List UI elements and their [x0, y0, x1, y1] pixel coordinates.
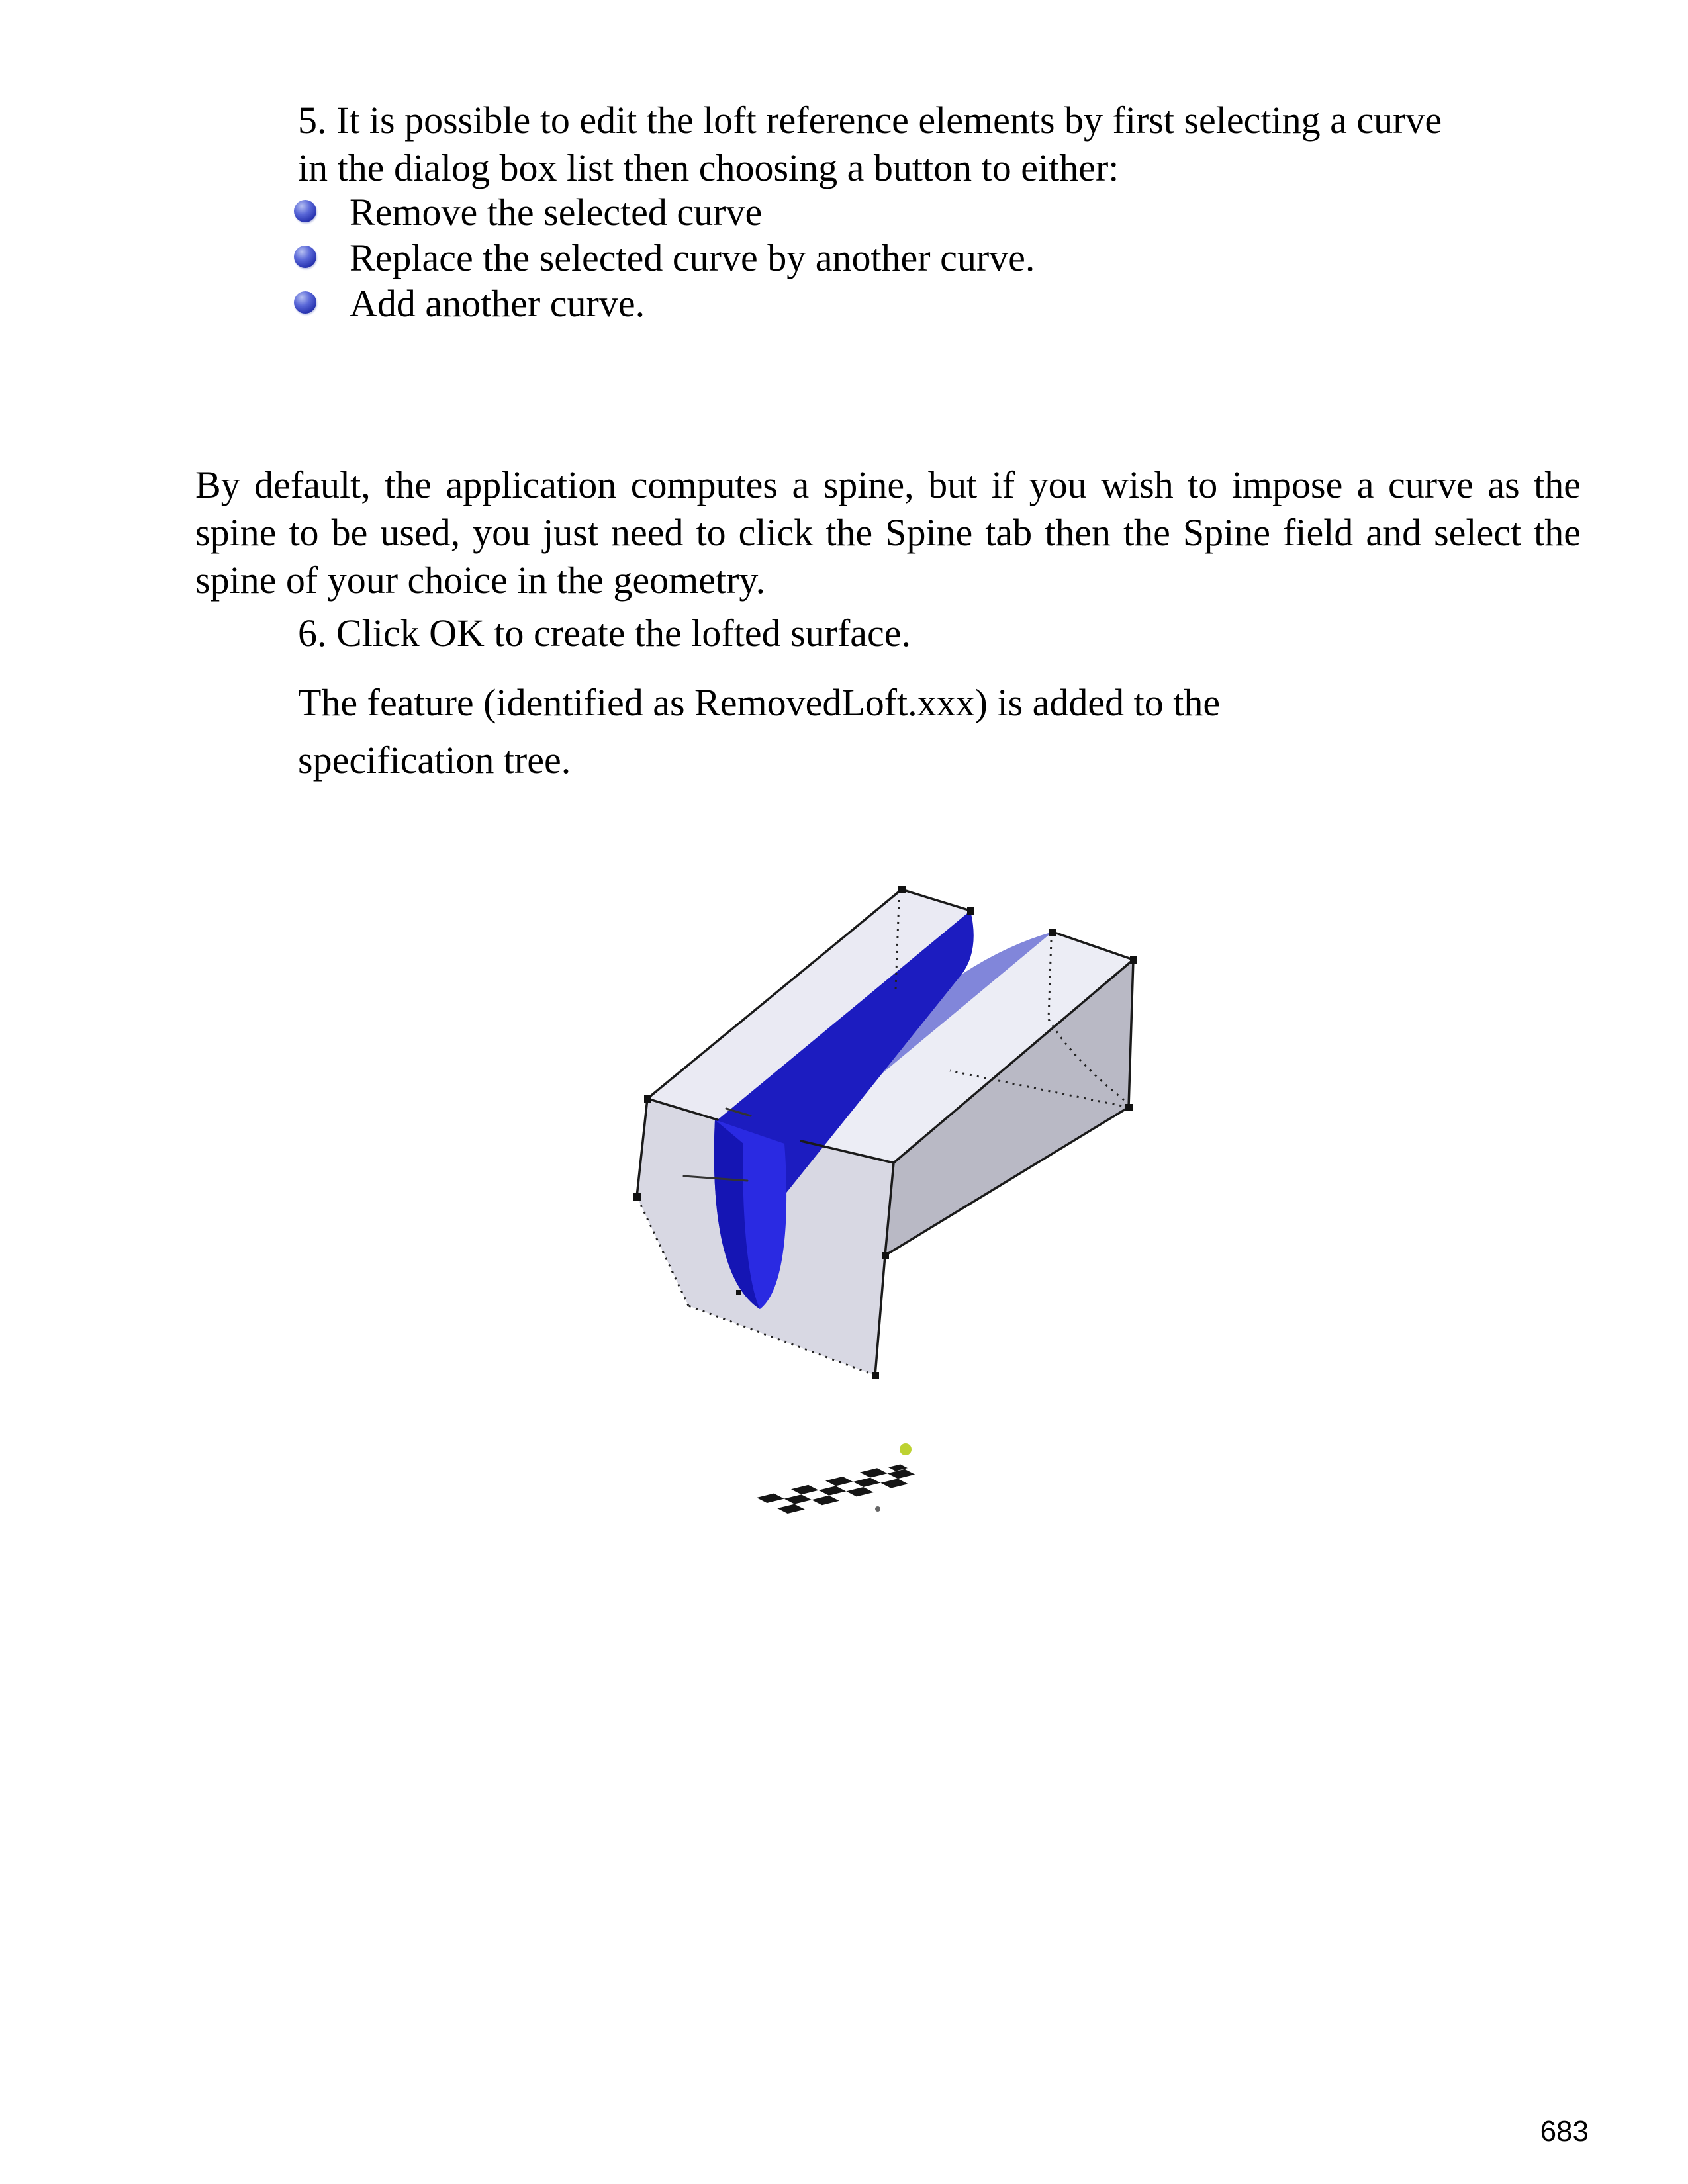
blue-ball-bullet-icon	[294, 246, 316, 268]
paragraph-line: spine to be used, you just need to click the Spine tab then the Spine field and select the	[195, 511, 1581, 554]
paragraph-line: spine of your choice in the geometry.	[195, 559, 766, 602]
bullet-label: Replace the selected curve by another curve.	[350, 236, 1035, 279]
flag-pole-tip	[900, 1443, 912, 1455]
removed-loft-3d-figure	[616, 860, 1152, 1416]
step6-line: 6. Click OK to create the lofted surface.	[298, 612, 912, 655]
bullet-item	[294, 236, 1035, 279]
cad-block-illustration	[616, 860, 1152, 1416]
step5-line1: 5. It is possible to edit the loft reference elements by first selecting a curve	[298, 99, 1442, 142]
feature-note-line2: specification tree.	[298, 739, 571, 782]
blue-ball-bullet-icon	[294, 291, 316, 314]
bullet-item	[294, 282, 645, 325]
blue-ball-bullet-icon	[294, 200, 316, 222]
bullet-label: Remove the selected curve	[350, 191, 763, 234]
step5-line2: in the dialog box list then choosing a button to either:	[298, 146, 1119, 189]
bullet-label: Add another curve.	[350, 282, 645, 325]
bullet-item	[294, 193, 762, 232]
paragraph-line: By default, the application computes a spine, but if you wish to impose a curve as the	[195, 463, 1581, 506]
feature-note-line1: The feature (identified as RemovedLoft.xxx) is added to the	[298, 681, 1221, 724]
finish-flag-icon	[740, 1408, 939, 1534]
page-number: 683	[1540, 2115, 1589, 2148]
